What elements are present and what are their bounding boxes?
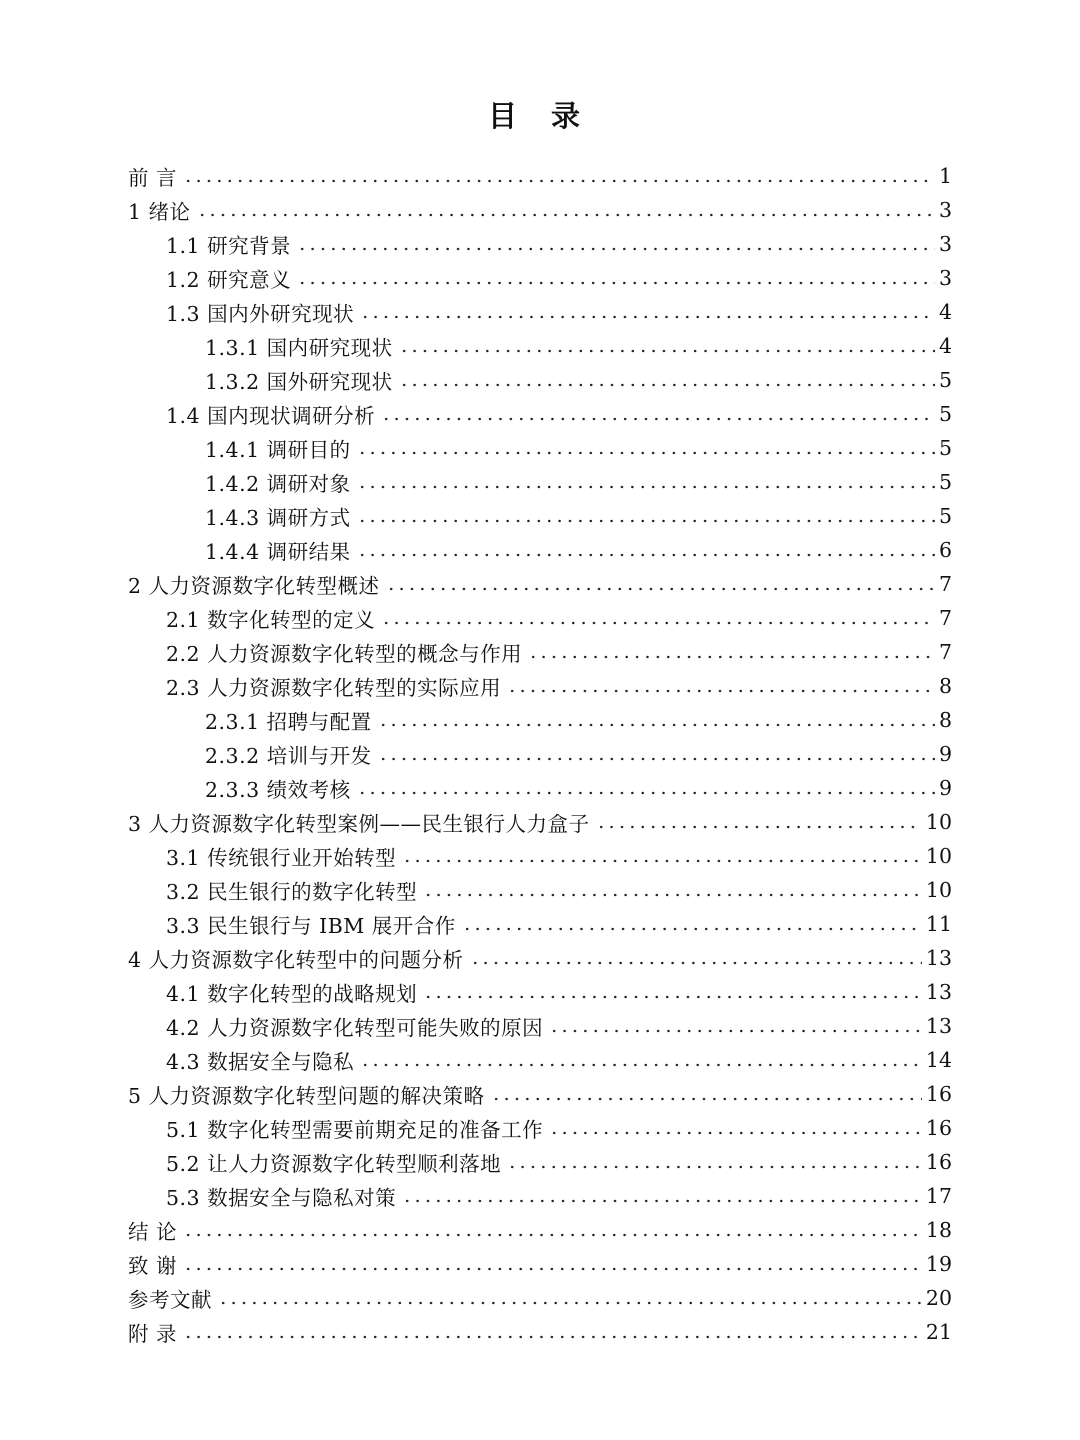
toc-entry[interactable] xyxy=(0,1111,1080,1145)
dot-leader xyxy=(357,553,935,557)
toc-entry-page-number: 16 xyxy=(925,1116,952,1140)
toc-entry-page-number: 5 xyxy=(938,368,952,392)
toc-entry[interactable] xyxy=(0,941,1080,975)
toc-entry[interactable] xyxy=(0,737,1080,771)
toc-entry-label: 结 论 xyxy=(128,1220,178,1244)
toc-entry[interactable] xyxy=(0,805,1080,839)
toc-entry-page-number: 1 xyxy=(938,164,952,188)
toc-entry-label: 1.3 国内外研究现状 xyxy=(166,302,355,326)
toc-entry[interactable] xyxy=(0,771,1080,805)
toc-entry-label: 5.3 数据安全与隐私对策 xyxy=(166,1186,397,1210)
dot-leader xyxy=(378,757,935,761)
toc-entry-page-number: 3 xyxy=(938,266,952,290)
toc-entry[interactable] xyxy=(0,465,1080,499)
toc-entry-page-number: 13 xyxy=(925,946,952,970)
dot-leader xyxy=(402,859,922,863)
toc-entry-page-number: 5 xyxy=(938,402,952,426)
dot-leader xyxy=(549,1131,922,1135)
toc-entry-page-number: 14 xyxy=(925,1048,952,1072)
dot-leader xyxy=(491,1097,922,1101)
toc-entry[interactable] xyxy=(0,1281,1080,1315)
toc-entry-label: 2.1 数字化转型的定义 xyxy=(166,608,376,632)
toc-entry-page-number: 9 xyxy=(938,776,952,800)
toc-entry-page-number: 13 xyxy=(925,1014,952,1038)
toc-entry-label: 3.2 民生银行的数字化转型 xyxy=(166,880,418,904)
dot-leader xyxy=(596,825,922,829)
toc-entry-label: 1 绪论 xyxy=(128,200,191,224)
toc-entry[interactable] xyxy=(0,227,1080,261)
toc-entry-page-number: 7 xyxy=(938,606,952,630)
toc-entry-label: 2.3.3 绩效考核 xyxy=(205,778,351,802)
toc-entry[interactable] xyxy=(0,1009,1080,1043)
toc-entry-page-number: 13 xyxy=(925,980,952,1004)
toc-entry[interactable] xyxy=(0,1247,1080,1281)
dot-leader xyxy=(381,417,935,421)
toc-entry-label: 4.1 数字化转型的战略规划 xyxy=(166,982,418,1006)
page-title: 目 录 xyxy=(487,99,593,133)
toc-entry[interactable] xyxy=(0,193,1080,227)
toc-entry-label: 4.3 数据安全与隐私 xyxy=(166,1050,355,1074)
toc-entry-page-number: 3 xyxy=(938,198,952,222)
toc-entry-label: 1.2 研究意义 xyxy=(166,268,292,292)
dot-leader xyxy=(360,1063,922,1067)
toc-entry-page-number: 10 xyxy=(925,878,952,902)
toc-entry[interactable] xyxy=(0,669,1080,703)
toc-entry-page-number: 5 xyxy=(938,470,952,494)
toc-entry[interactable] xyxy=(0,533,1080,567)
toc-entry-label: 5 人力资源数字化转型问题的解决策略 xyxy=(128,1084,485,1108)
toc-entry-label: 2.3.1 招聘与配置 xyxy=(205,710,372,734)
toc-entry-page-number: 5 xyxy=(938,436,952,460)
toc-entry-label: 1.3.2 国外研究现状 xyxy=(205,370,393,394)
toc-entry[interactable] xyxy=(0,1213,1080,1247)
dot-leader xyxy=(423,893,922,897)
dot-leader xyxy=(357,791,935,795)
dot-leader xyxy=(218,1301,922,1305)
toc-entry-page-number: 20 xyxy=(925,1286,952,1310)
dot-leader xyxy=(549,1029,922,1033)
dot-leader xyxy=(462,927,922,931)
toc-entry-label: 1.4.4 调研结果 xyxy=(205,540,351,564)
dot-leader xyxy=(399,383,935,387)
dot-leader xyxy=(386,587,935,591)
toc-entry[interactable] xyxy=(0,907,1080,941)
dot-leader xyxy=(357,451,935,455)
toc-entry[interactable] xyxy=(0,601,1080,635)
toc-entry-label: 4.2 人力资源数字化转型可能失败的原因 xyxy=(166,1016,544,1040)
dot-leader xyxy=(183,1267,922,1271)
toc-entry[interactable] xyxy=(0,567,1080,601)
toc-entry-label: 1.4.3 调研方式 xyxy=(205,506,351,530)
dot-leader xyxy=(357,485,935,489)
dot-leader xyxy=(357,519,935,523)
toc-entry-page-number: 16 xyxy=(925,1150,952,1174)
toc-entry[interactable] xyxy=(0,431,1080,465)
toc-entry[interactable] xyxy=(0,1145,1080,1179)
toc-entry-label: 5.1 数字化转型需要前期充足的准备工作 xyxy=(166,1118,544,1142)
toc-entry[interactable] xyxy=(0,1315,1080,1349)
toc-entry-label: 2.2 人力资源数字化转型的概念与作用 xyxy=(166,642,523,666)
toc-entry-label: 4 人力资源数字化转型中的问题分析 xyxy=(128,948,464,972)
dot-leader xyxy=(470,961,922,965)
toc-entry[interactable] xyxy=(0,159,1080,193)
toc-entry[interactable] xyxy=(0,261,1080,295)
dot-leader xyxy=(183,179,935,183)
toc-entry-page-number: 18 xyxy=(925,1218,952,1242)
dot-leader xyxy=(197,213,935,217)
toc-entry-label: 前 言 xyxy=(128,166,178,190)
toc-entry-page-number: 7 xyxy=(938,572,952,596)
toc-entry-label: 1.4 国内现状调研分析 xyxy=(166,404,376,428)
toc-entry[interactable] xyxy=(0,329,1080,363)
toc-entry-page-number: 10 xyxy=(925,810,952,834)
toc-entry-page-number: 9 xyxy=(938,742,952,766)
dot-leader xyxy=(360,315,935,319)
toc-entry[interactable] xyxy=(0,363,1080,397)
toc-entry[interactable] xyxy=(0,1179,1080,1213)
dot-leader xyxy=(381,621,935,625)
toc-entry-page-number: 8 xyxy=(938,674,952,698)
toc-entry-label: 1.3.1 国内研究现状 xyxy=(205,336,393,360)
dot-leader xyxy=(507,1165,922,1169)
dot-leader xyxy=(297,247,935,251)
toc-entry[interactable] xyxy=(0,635,1080,669)
toc-entry[interactable] xyxy=(0,873,1080,907)
toc-entry-page-number: 10 xyxy=(925,844,952,868)
toc-entry-page-number: 17 xyxy=(925,1184,952,1208)
toc-entry-page-number: 19 xyxy=(925,1252,952,1276)
toc-entry[interactable] xyxy=(0,295,1080,329)
toc-entry-page-number: 4 xyxy=(938,334,952,358)
toc-entry[interactable] xyxy=(0,397,1080,431)
dot-leader xyxy=(183,1335,922,1339)
toc-entry-page-number: 8 xyxy=(938,708,952,732)
dot-leader xyxy=(528,655,935,659)
toc-entry-label: 3.3 民生银行与 IBM 展开合作 xyxy=(166,914,456,938)
toc-entry-page-number: 6 xyxy=(938,538,952,562)
toc-entry-label: 1.4.2 调研对象 xyxy=(205,472,351,496)
dot-leader xyxy=(507,689,935,693)
toc-entry-label: 致 谢 xyxy=(128,1254,178,1278)
dot-leader xyxy=(423,995,922,999)
dot-leader xyxy=(378,723,935,727)
dot-leader xyxy=(297,281,935,285)
toc-entry[interactable] xyxy=(0,703,1080,737)
toc-entry[interactable] xyxy=(0,975,1080,1009)
toc-entry-label: 2.3 人力资源数字化转型的实际应用 xyxy=(166,676,502,700)
toc-entry-label: 3.1 传统银行业开始转型 xyxy=(166,846,397,870)
toc-entry-page-number: 7 xyxy=(938,640,952,664)
toc-entry[interactable] xyxy=(0,1077,1080,1111)
toc-entry-label: 参考文献 xyxy=(128,1288,212,1312)
toc-entry[interactable] xyxy=(0,499,1080,533)
toc-entry-label: 5.2 让人力资源数字化转型顺利落地 xyxy=(166,1152,502,1176)
toc-entry-label: 2.3.2 培训与开发 xyxy=(205,744,372,768)
toc-entry[interactable] xyxy=(0,839,1080,873)
toc-entry-page-number: 4 xyxy=(938,300,952,324)
toc-entry-label: 附 录 xyxy=(128,1322,178,1346)
toc-entry-label: 1.1 研究背景 xyxy=(166,234,292,258)
toc-entry-label: 1.4.1 调研目的 xyxy=(205,438,351,462)
dot-leader xyxy=(183,1233,922,1237)
toc-entry-page-number: 5 xyxy=(938,504,952,528)
toc-entry-page-number: 21 xyxy=(925,1320,952,1344)
dot-leader xyxy=(399,349,935,353)
toc-entry-page-number: 11 xyxy=(925,912,952,936)
toc-entry-label: 3 人力资源数字化转型案例——民生银行人力盒子 xyxy=(128,812,590,836)
toc-entry-label: 2 人力资源数字化转型概述 xyxy=(128,574,380,598)
toc-entry-page-number: 16 xyxy=(925,1082,952,1106)
toc-entry-page-number: 3 xyxy=(938,232,952,256)
toc-entry[interactable] xyxy=(0,1043,1080,1077)
dot-leader xyxy=(402,1199,922,1203)
